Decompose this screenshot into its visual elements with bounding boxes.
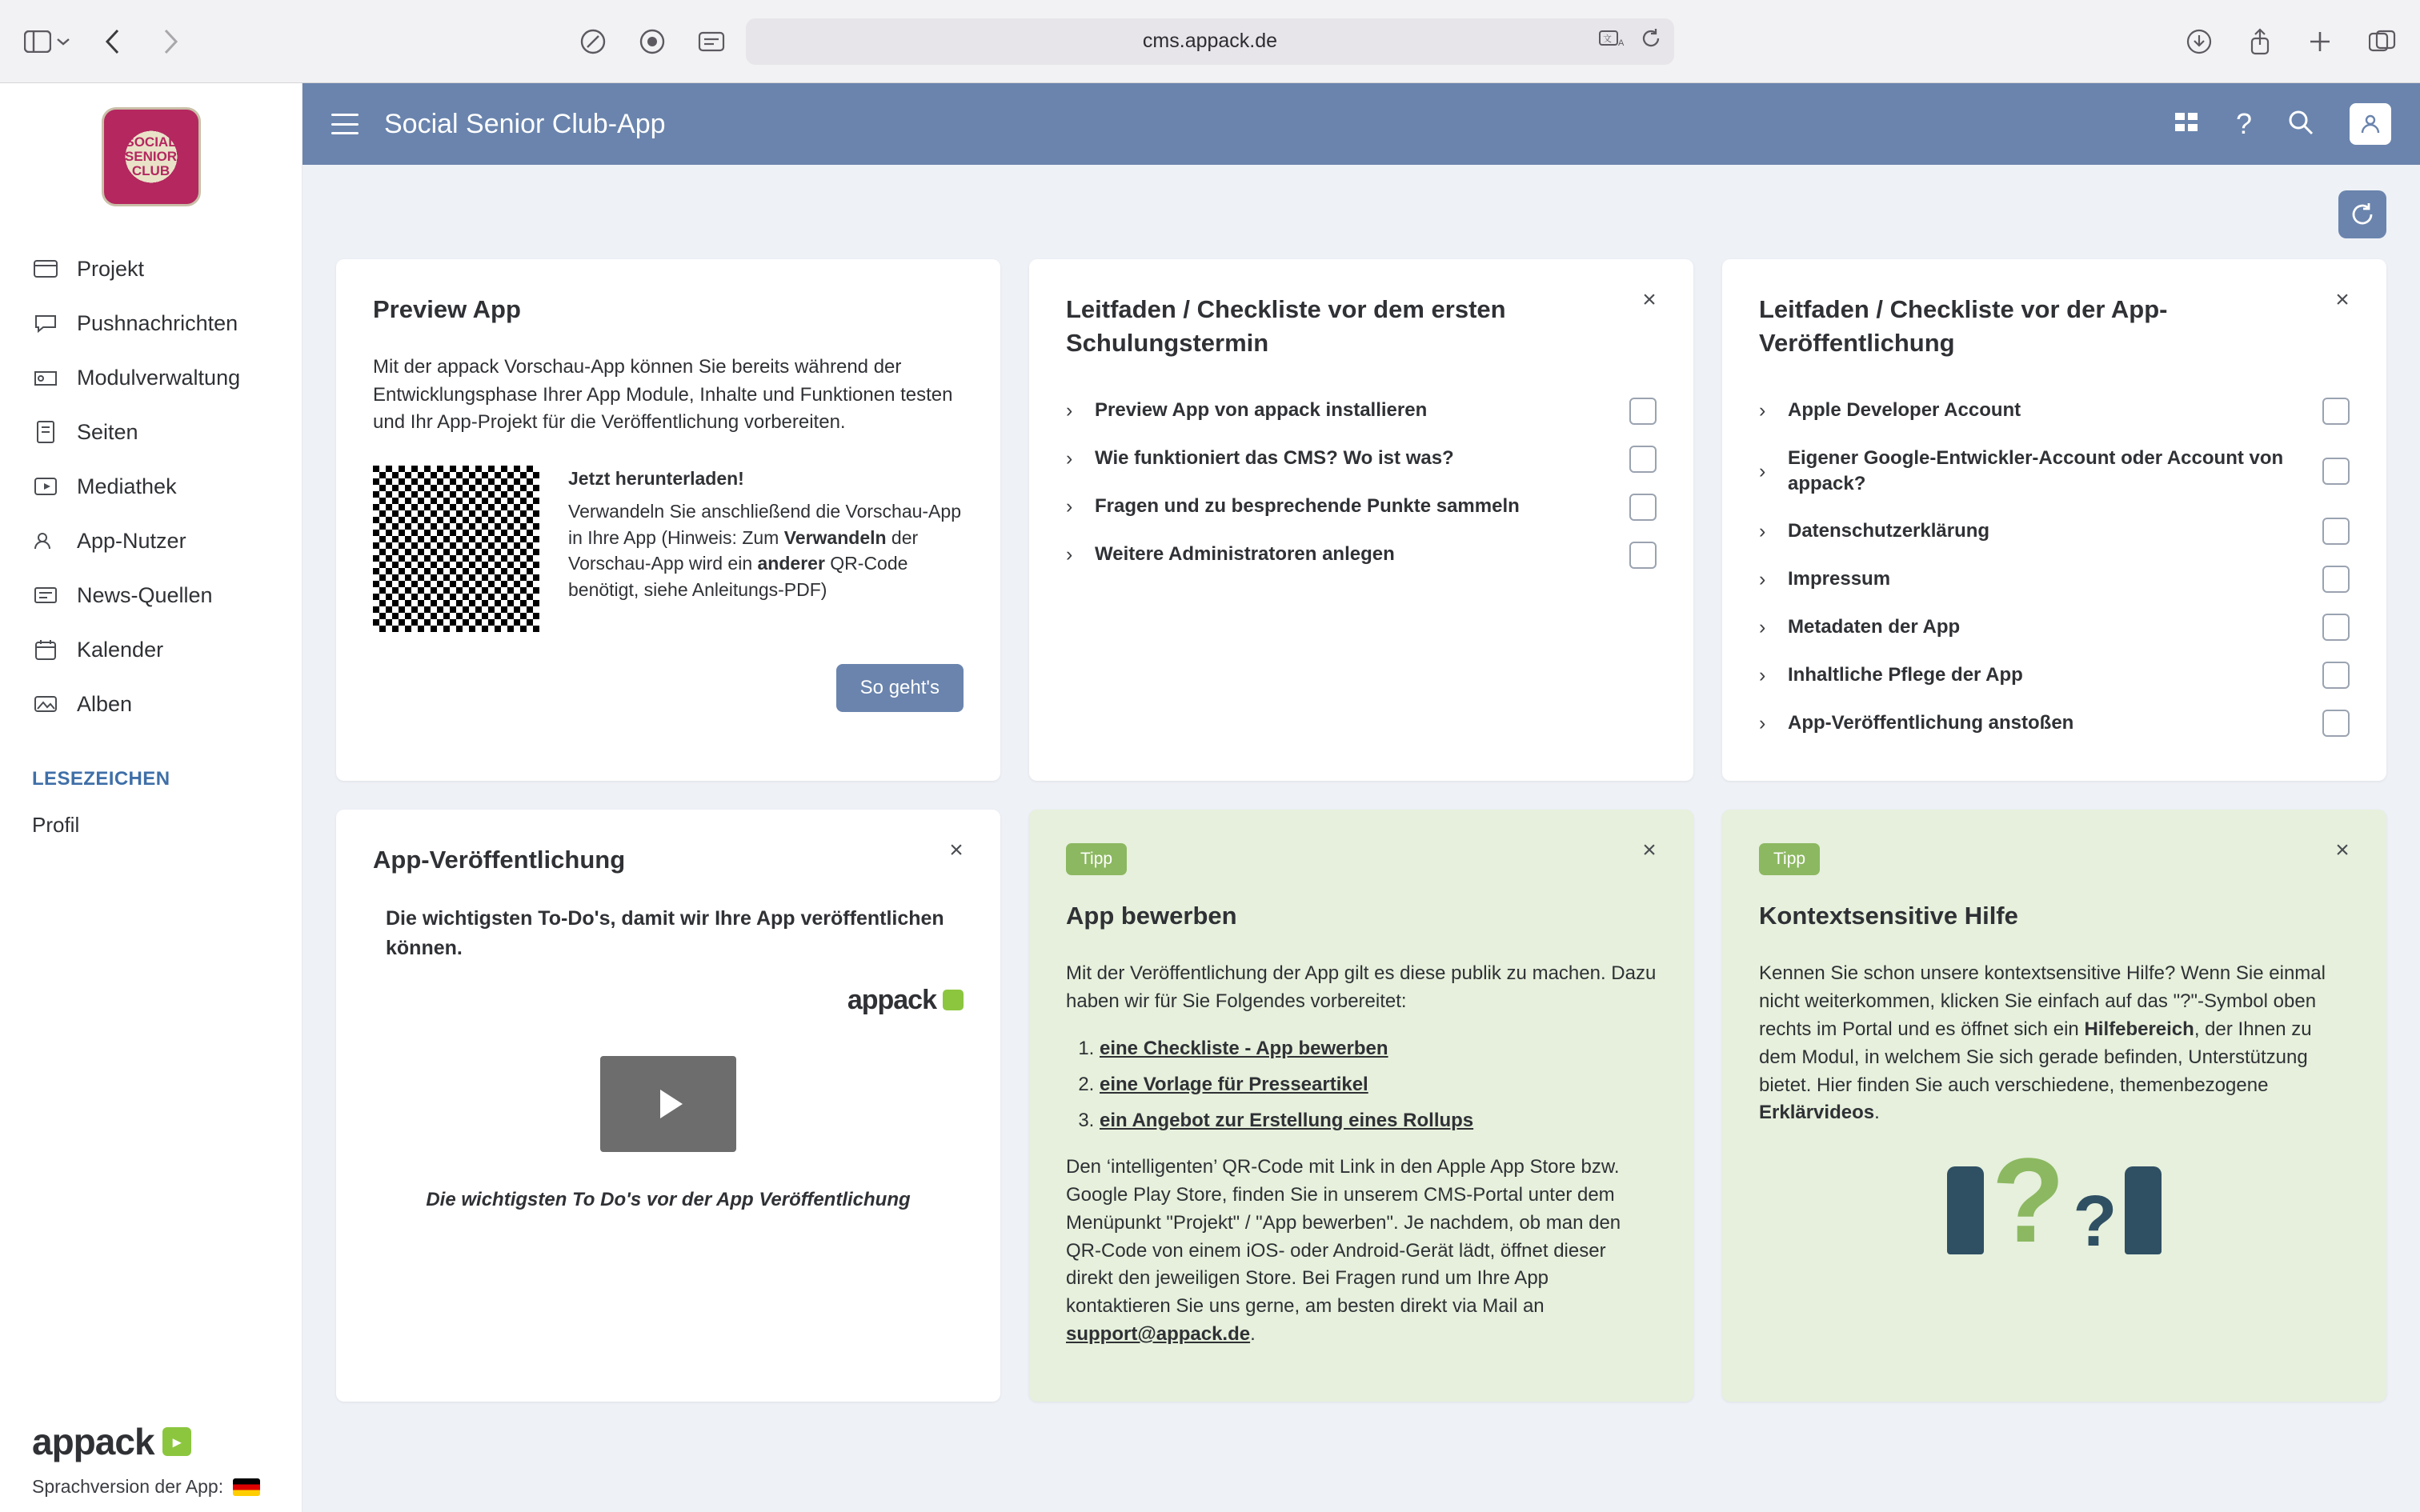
app-topbar	[302, 83, 2420, 165]
chevron-right-icon: ›	[1066, 543, 1073, 566]
checklist-item[interactable]	[1759, 435, 2350, 508]
back-icon[interactable]	[104, 28, 122, 55]
users-icon	[32, 527, 59, 554]
list-item[interactable]	[1100, 1035, 1657, 1063]
checkbox[interactable]	[1629, 494, 1657, 521]
app-logo	[0, 107, 302, 206]
checklist-item[interactable]	[1066, 483, 1657, 531]
svg-text:文: 文	[1603, 34, 1612, 44]
link-angebot-rollup[interactable]: ein Angebot zur Erstellung eines Rollups	[1100, 1109, 1474, 1131]
help-text-bold-2: Erklärvideos	[1759, 1102, 1875, 1124]
sidebar-item-modulverwaltung[interactable]	[32, 350, 302, 405]
question-mark-illustration	[1759, 1133, 2350, 1268]
checklist-item[interactable]	[1759, 387, 2350, 435]
app-window	[0, 83, 2420, 1512]
refresh-button[interactable]	[2338, 190, 2386, 238]
paragraph-end: .	[1250, 1323, 1256, 1346]
card-intro: Mit der Veröffentlichung der App gilt es diese publik zu machen. Dazu haben wir für Sie Folgendes vorbereitet:	[1066, 962, 1657, 1013]
qr-heading: Jetzt herunterladen!	[568, 468, 744, 490]
help-text-2: , der Ihnen zu dem Modul, in welchem Sie sich gerade befinden, Unterstützung bietet. Hier finden Sie auch verschiedene, themenbezogene	[1759, 1018, 2312, 1096]
news-icon	[32, 582, 59, 609]
so-gehts-button[interactable]: So geht's	[836, 664, 964, 712]
checklist-item-label: Weitere Administratoren anlegen	[1095, 543, 1395, 566]
question-mark-large: ?	[1991, 1133, 2065, 1268]
qr-text-bold-2: anderer	[757, 553, 825, 574]
checkbox[interactable]	[1629, 398, 1657, 425]
checkbox[interactable]	[1629, 446, 1657, 473]
download-icon[interactable]	[2186, 29, 2212, 54]
qr-text-3: QR-Code benötigt, siehe Anleitungs-PDF)	[568, 553, 908, 600]
search-icon[interactable]	[2287, 109, 2314, 140]
checklist-item-label: App-Veröffentlichung anstoßen	[1788, 712, 2074, 734]
sidebar-item-profil[interactable]: Profil	[32, 813, 80, 837]
appack-mark-icon: ▸	[162, 1427, 191, 1456]
project-icon	[32, 255, 59, 282]
checklist-item-label: Impressum	[1788, 568, 1891, 590]
svg-text:A: A	[1618, 38, 1625, 48]
checkbox[interactable]	[2322, 566, 2350, 593]
checklist-item[interactable]	[1759, 507, 2350, 555]
checklist-item-label: Metadaten der App	[1788, 616, 1961, 638]
checklist-item[interactable]	[1066, 387, 1657, 435]
sidebar-item-projekt[interactable]	[32, 242, 302, 296]
checklist-item-label: Eigener Google-Entwickler-Account oder Account von appack?	[1788, 446, 2284, 495]
pages-icon	[32, 418, 59, 446]
page-title: Social Senior Club-App	[384, 108, 666, 139]
card-checklist-veroeffentlichung	[1722, 259, 2386, 781]
url-text: cms.appack.de	[1142, 30, 1278, 52]
bookmarks-title: LESEZEICHEN	[32, 768, 170, 790]
push-icon	[32, 310, 59, 337]
support-email-link[interactable]: support@appack.de	[1066, 1323, 1251, 1346]
help-text-bold-1: Hilfebereich	[2084, 1018, 2194, 1040]
checkbox[interactable]	[2322, 662, 2350, 689]
sidebar-item-seiten[interactable]	[32, 405, 302, 459]
modules-icon	[32, 364, 59, 391]
language-label: Sprachversion der App:	[32, 1476, 224, 1497]
logo-line-2: SENIOR	[124, 149, 178, 165]
sidebar-item-label: App-Nutzer	[77, 528, 186, 553]
appack-logo	[847, 985, 964, 1016]
logo-line-3: CLUB	[131, 162, 170, 178]
card-preview-app	[336, 259, 1000, 781]
sidebar	[0, 83, 302, 1512]
checklist-item[interactable]	[1759, 651, 2350, 699]
chevron-right-icon: ›	[1066, 447, 1073, 470]
status-badge: Tipp	[1066, 843, 1127, 875]
sidebar-item-mediathek[interactable]	[32, 459, 302, 514]
help-text-3: .	[1874, 1102, 1880, 1124]
help-icon[interactable]: ?	[2235, 107, 2252, 140]
card-title: App-Veröffentlichung	[373, 846, 626, 874]
checklist-item[interactable]	[1066, 531, 1657, 579]
sidebar-item-label: Modulverwaltung	[77, 365, 241, 390]
list-item[interactable]	[1100, 1107, 1657, 1135]
question-mark-small: ?	[2073, 1182, 2118, 1262]
checklist-item[interactable]	[1066, 435, 1657, 483]
sidebar-toggle-icon[interactable]	[24, 30, 51, 53]
sidebar-item-label: News-Quellen	[77, 582, 213, 607]
sidebar-nav	[0, 242, 302, 838]
sidebar-item-label: Mediathek	[77, 474, 177, 498]
chevron-right-icon: ›	[1759, 615, 1766, 638]
sidebar-item-pushnachrichten[interactable]	[32, 296, 302, 350]
card-body: Mit der appack Vorschau-App können Sie bereits während der Entwicklungsphase Ihrer App Module, Inhalte und Funktionen testen und Ihr App-Projekt für die Veröffentlichung vorbereiten.	[373, 355, 953, 434]
language-row[interactable]	[32, 1476, 270, 1498]
new-tab-icon[interactable]	[2308, 30, 2332, 54]
chevron-right-icon: ›	[1759, 519, 1766, 542]
close-icon[interactable]: ×	[2335, 286, 2350, 313]
share-icon[interactable]	[2249, 28, 2271, 55]
card-subtitle: Die wichtigsten To-Do's, damit wir Ihre App veröffentlichen können.	[386, 907, 944, 959]
checkbox[interactable]	[2322, 398, 2350, 425]
card-app-veroeffentlichung	[336, 810, 1000, 1401]
address-bar[interactable]	[746, 18, 1674, 65]
checklist-item-label: Apple Developer Account	[1788, 399, 2021, 422]
link-checkliste-app-bewerben[interactable]: eine Checkliste - App bewerben	[1100, 1037, 1388, 1059]
card-app-bewerben	[1029, 810, 1693, 1401]
play-icon	[660, 1090, 683, 1118]
card-kontextsensitive-hilfe	[1722, 810, 2386, 1401]
checklist-item[interactable]	[1759, 555, 2350, 603]
sidebar-item-label: Alben	[77, 691, 133, 716]
card-title: Leitfaden / Checkliste vor der App-Veröffentlichung	[1759, 295, 2168, 357]
tabs-icon[interactable]	[2369, 30, 2396, 54]
logo-line-1: SOCIAL	[125, 134, 177, 150]
dashboard-grid	[336, 259, 2386, 1402]
sidebar-item-kalender[interactable]	[32, 622, 302, 677]
qr-text-1: Verwandeln Sie anschließend die Vorschau-App in Ihre App (Hinweis: Zum	[568, 500, 961, 548]
checklist-item[interactable]	[1759, 699, 2350, 747]
sidebar-item-news-quellen[interactable]	[32, 568, 302, 622]
sidebar-footer	[0, 1420, 302, 1498]
checkbox[interactable]	[2322, 614, 2350, 641]
status-badge: Tipp	[1759, 843, 1820, 875]
link-vorlage-presseartikel[interactable]: eine Vorlage für Presseartikel	[1100, 1073, 1368, 1095]
close-icon[interactable]: ×	[2335, 837, 2350, 864]
checklist-item-label: Fragen und zu besprechende Punkte sammeln	[1095, 495, 1520, 518]
menu-toggle-icon[interactable]	[331, 114, 359, 134]
card-paragraph: Den ‘intelligenten’ QR-Code mit Link in den Apple App Store bzw. Google Play Store, finden Sie in unserem CMS-Portal unter dem Menüpunkt "Projekt" / "App bewerben". Je nachdem, ob man den QR-Code von einem iOS- oder Android-Gerät lädt, öffnet dieser direkt den jeweiligen Store. Bei Fragen rund um Ihre App kontaktieren Sie uns gerne, am besten direkt via Mail an	[1066, 1156, 1621, 1318]
media-icon	[32, 473, 59, 500]
card-title: Kontextsensitive Hilfe	[1759, 902, 2018, 930]
checkbox[interactable]	[1629, 542, 1657, 569]
card-title: Preview App	[373, 295, 521, 323]
card-title: Leitfaden / Checkliste vor dem ersten Schulungstermin	[1066, 295, 1506, 357]
chevron-down-icon[interactable]	[56, 37, 70, 46]
sidebar-item-label: Kalender	[77, 637, 164, 662]
record-icon[interactable]	[639, 28, 666, 55]
qr-text-2: der Vorschau-App wird ein	[568, 526, 919, 574]
checkbox[interactable]	[2322, 458, 2350, 485]
appack-logo-text: appack	[32, 1421, 154, 1462]
checkbox[interactable]	[2322, 710, 2350, 737]
person-figure-left	[1947, 1166, 1984, 1254]
card-checklist-schulung	[1029, 259, 1693, 781]
shield-icon[interactable]	[579, 28, 607, 55]
promo-links-list	[1066, 1035, 1657, 1134]
checklist-item-label: Datenschutzerklärung	[1788, 520, 1990, 542]
german-flag-icon	[233, 1478, 260, 1496]
chevron-right-icon: ›	[1759, 459, 1766, 482]
appack-mark-icon	[943, 990, 964, 1010]
sidebar-item-label: Seiten	[77, 419, 138, 444]
sidebar-item-alben[interactable]	[32, 677, 302, 731]
appack-logo-text: appack	[847, 984, 936, 1015]
chevron-right-icon: ›	[1066, 399, 1073, 422]
close-icon[interactable]: ×	[949, 837, 964, 864]
checklist-item-label: Inhaltliche Pflege der App	[1788, 664, 2023, 686]
chevron-right-icon: ›	[1759, 399, 1766, 422]
reload-icon[interactable]	[1641, 28, 1661, 54]
list-item[interactable]	[1100, 1071, 1657, 1099]
account-icon[interactable]	[2350, 103, 2391, 145]
checkbox[interactable]	[2322, 518, 2350, 545]
appack-logo	[32, 1420, 270, 1463]
qr-text-bold-1: Verwandeln	[783, 526, 887, 548]
close-icon[interactable]: ×	[1642, 286, 1657, 313]
browser-toolbar	[0, 0, 2420, 83]
person-figure-right	[2125, 1166, 2162, 1254]
translate-icon[interactable]	[1599, 28, 1628, 54]
reader-icon[interactable]	[698, 30, 725, 53]
dashboard-content	[302, 165, 2420, 1512]
albums-icon	[32, 690, 59, 718]
chevron-right-icon: ›	[1759, 567, 1766, 590]
chevron-right-icon: ›	[1759, 663, 1766, 686]
chevron-right-icon: ›	[1759, 711, 1766, 734]
chevron-right-icon: ›	[1066, 495, 1073, 518]
checklist-item-label: Wie funktioniert das CMS? Wo ist was?	[1095, 447, 1454, 470]
card-title: App bewerben	[1066, 902, 1237, 930]
video-thumbnail[interactable]	[536, 1040, 800, 1168]
calendar-icon	[32, 636, 59, 663]
sidebar-item-label: Pushnachrichten	[77, 310, 238, 335]
qr-code-image	[373, 466, 539, 632]
video-caption: Die wichtigsten To Do's vor der App Veröffentlichung	[426, 1188, 911, 1210]
forward-icon[interactable]	[162, 28, 179, 55]
close-icon[interactable]: ×	[1642, 837, 1657, 864]
main-area	[302, 83, 2420, 1512]
sidebar-item-label: Projekt	[77, 256, 145, 281]
checklist-item-label: Preview App von appack installieren	[1095, 399, 1428, 422]
sidebar-item-app-nutzer[interactable]	[32, 514, 302, 568]
help-text-1: Kennen Sie schon unsere kontextsensitive Hilfe? Wenn Sie einmal nicht weiterkommen, klicken Sie einfach auf das "?"-Symbol oben rechts im Portal und es öffnet sich ein	[1759, 962, 2326, 1040]
apps-grid-icon[interactable]	[2174, 110, 2201, 138]
checklist-item[interactable]	[1759, 603, 2350, 651]
